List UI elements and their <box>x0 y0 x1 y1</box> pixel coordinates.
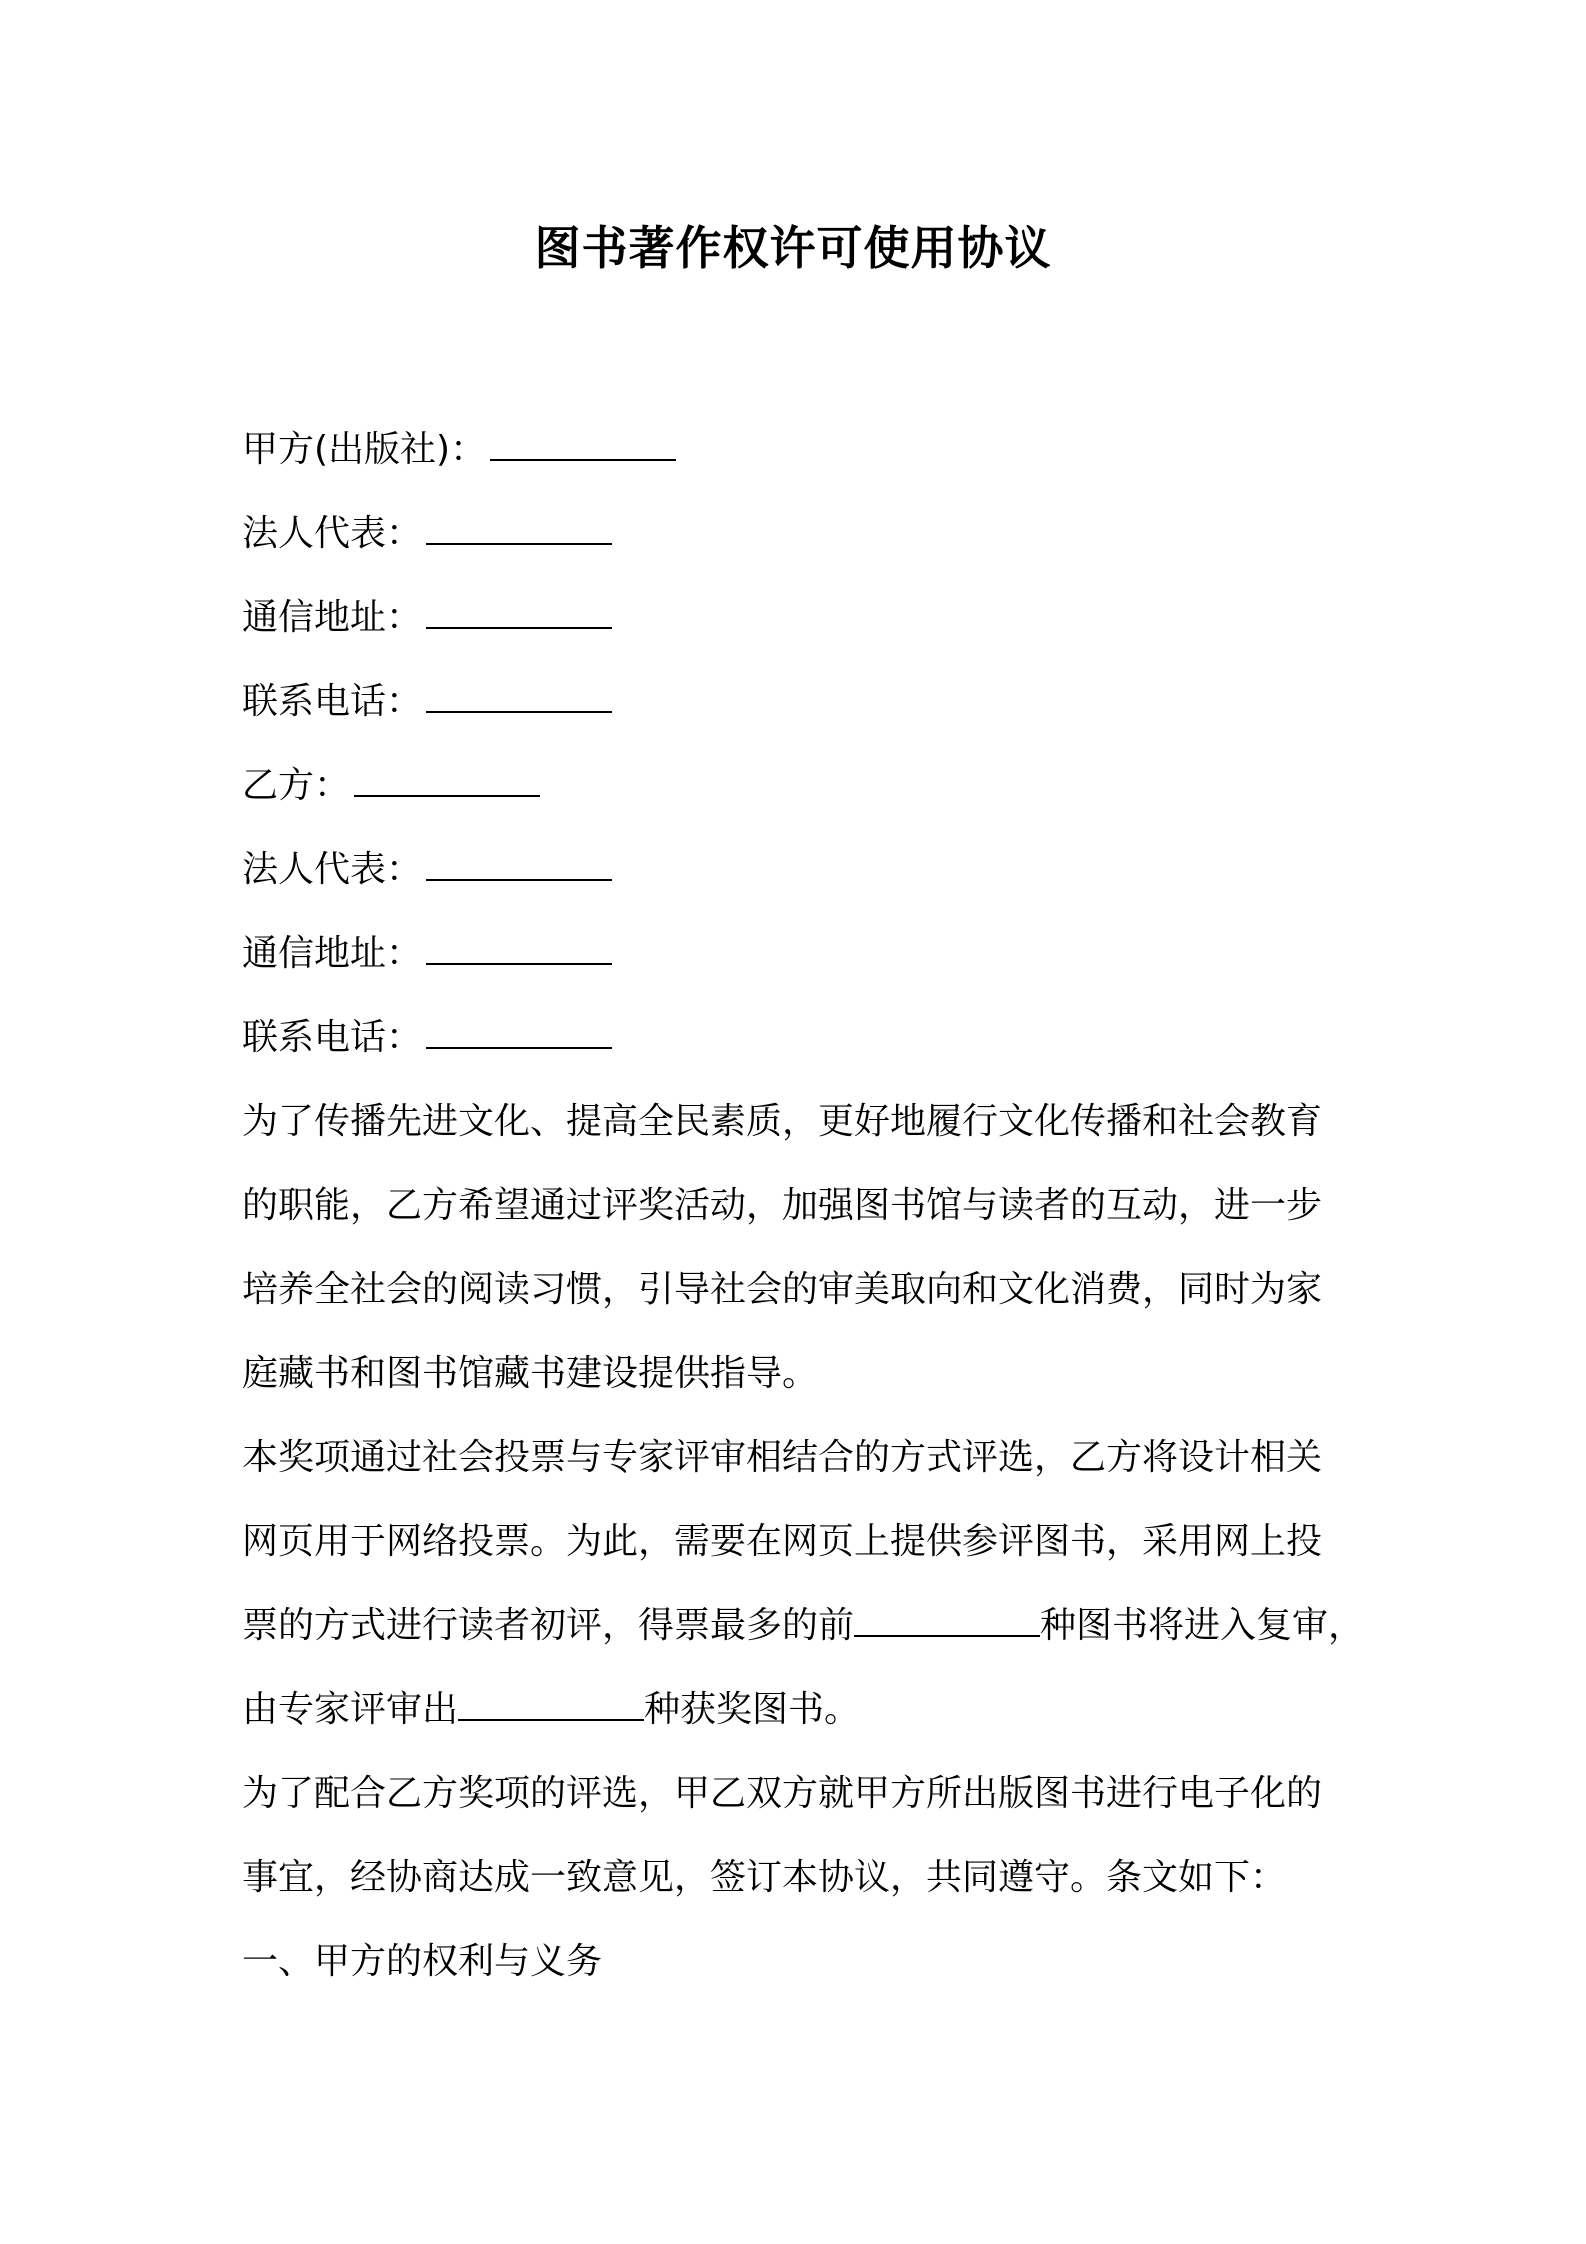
paragraph-line: 的职能，乙方希望通过评奖活动，加强图书馆与读者的互动，进一步 <box>242 1185 1323 1226</box>
paragraph-line: 本奖项通过社会投票与专家评审相结合的方式评选，乙方将设计相关 <box>242 1437 1323 1478</box>
paragraph-line: 事宜，经协商达成一致意见，签订本协议，共同遵守。条文如下： <box>242 1857 1287 1898</box>
party-b-rep-label: 法人代表： <box>242 849 423 890</box>
paragraph-line: 培养全社会的阅读习惯，引导社会的审美取向和文化消费，同时为家 <box>242 1269 1323 1310</box>
party-b-address-line <box>242 912 1387 996</box>
party-a-name-line <box>242 408 1387 492</box>
party-a-phone-label: 联系电话： <box>242 681 423 722</box>
paragraph-text: 种图书将进入复审， <box>1040 1605 1365 1646</box>
party-a-address-label: 通信地址： <box>242 597 423 638</box>
party-b-address-blank <box>426 933 612 965</box>
paragraph-line-with-blank <box>242 1584 1387 1668</box>
party-a-name-blank <box>490 429 676 461</box>
party-b-address-label: 通信地址： <box>242 933 423 974</box>
paragraph-text: 票的方式进行读者初评，得票最多的前 <box>242 1605 855 1646</box>
party-a-phone-blank <box>426 681 612 713</box>
section-heading: 一、甲方的权利与义务 <box>242 1941 603 1982</box>
first-round-count-blank <box>854 1605 1040 1637</box>
paragraph-voting <box>242 1416 1387 1752</box>
party-b-name-label: 乙方： <box>242 765 351 806</box>
paragraph-line: 为了传播先进文化、提高全民素质，更好地履行文化传播和社会教育 <box>242 1101 1323 1142</box>
paragraph-line: 庭藏书和图书馆藏书建设提供指导。 <box>242 1353 819 1394</box>
party-a-rep-line <box>242 492 1387 576</box>
party-b-name-line <box>242 744 1387 828</box>
party-b-rep-line <box>242 828 1387 912</box>
award-count-blank <box>458 1689 644 1721</box>
party-b-phone-line <box>242 996 1387 1080</box>
party-a-phone-line <box>242 660 1387 744</box>
paragraph-agreement <box>242 1752 1387 1920</box>
paragraph-line-with-blank <box>242 1668 1387 1752</box>
party-a-address-blank <box>426 597 612 629</box>
paragraph-text: 由专家评审出 <box>242 1689 459 1730</box>
party-a-name-label: 甲方(出版社)： <box>242 429 487 470</box>
party-a-address-line <box>242 576 1387 660</box>
party-a-rep-label: 法人代表： <box>242 513 423 554</box>
paragraph-line: 为了配合乙方奖项的评选，甲乙双方就甲方所出版图书进行电子化的 <box>242 1773 1323 1814</box>
document-body <box>242 408 1387 2004</box>
paragraph-text: 种获奖图书。 <box>644 1689 861 1730</box>
document-title: 图书著作权许可使用协议 <box>534 221 1052 275</box>
party-b-phone-label: 联系电话： <box>242 1017 423 1058</box>
paragraph-line: 网页用于网络投票。为此，需要在网页上提供参评图书，采用网上投 <box>242 1521 1323 1562</box>
paragraph-purpose <box>242 1080 1387 1416</box>
party-b-rep-blank <box>426 849 612 881</box>
party-a-rep-blank <box>426 513 612 545</box>
party-b-phone-blank <box>426 1017 612 1049</box>
party-b-name-blank <box>354 765 540 797</box>
